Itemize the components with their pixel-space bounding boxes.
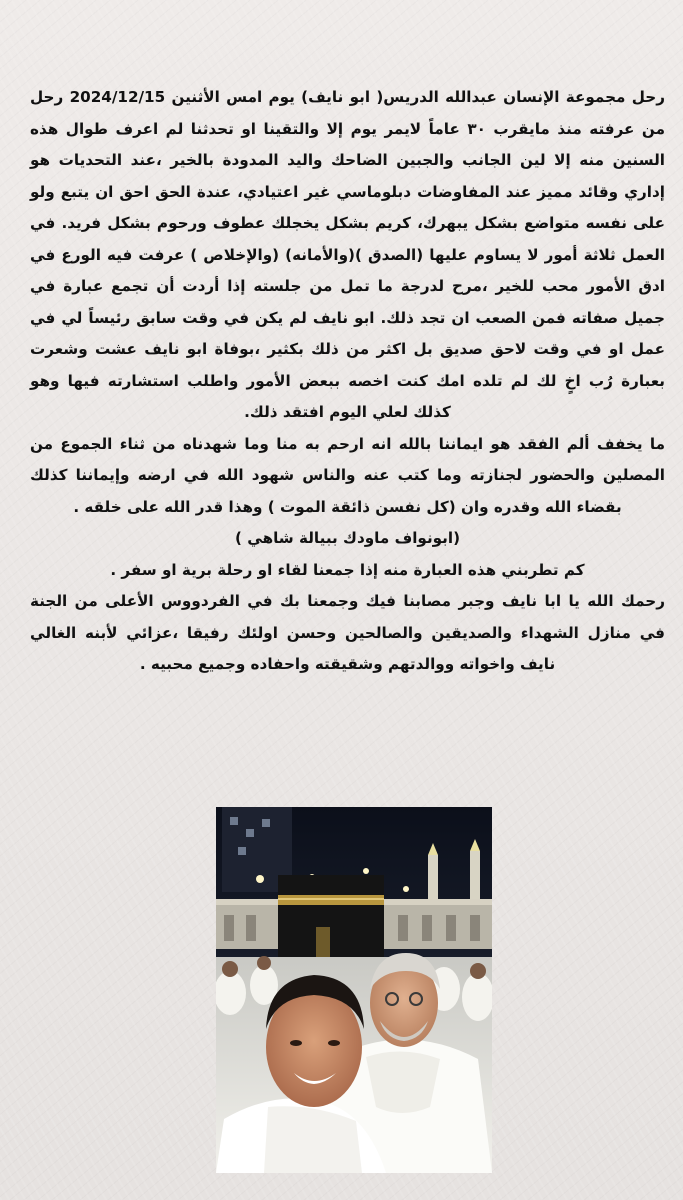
paragraph-eulogy: رحل مجموعة الإنسان عبدالله الدريس( ابو نايف) يوم امس الأثنين 2024/12/15 رحل من عرفته منذ مايقرب ٣٠ عاماً لايمر يوم إلا والتقينا او تحدثنا لم اعرف طوال هذه السنين منه إلا لين الجانب والجبين الضاحك واليد المدودة بالخير ،عند التحديات هو إداري وقائد مميز عند المفاوضات دبلوماسي غير اعتيادي، عندة الحق احق ان يتبع ولو على نفسه متواضع بشكل يبهرك، كريم بشكل يخجلك عطوف ورحوم بشكل فريد. في العمل ثلاثة أمور لا يساوم عليها (الصدق )(والأمانه) (والإخلاص ) عرفت فيه الورع في ادق الأمور محب للخير ،مرح لدرجة ما تمل من جلسته إذا أردت أن تجمع عبارة في جميل صفاته فمن الصعب ان تجد ذلك. ابو نايف لم يكن في وقت سابق رئيساً لي في عمل او في وقت لاحق صديق بل اكثر من ذلك بكثير ،بوفاة ابو نايف عشت وشعرت بعبارة رُب اخٍ لك لم تلده امك كنت اخصه ببعض الأمور واطلب استشارته فيها وهو كذلك لعلي اليوم افتقد ذلك. (30, 88, 665, 421)
paragraph-prayer: رحمك الله يا ابا نايف وجبر مصابنا فيك وجمعنا بك في الفردووس الأعلى من الجنة في منازل الشهداء والصديقين والصالحين وحسن اولئك رفيقا ،عزائي لأبنه الغالي نايف واخواته ووالدتهم وشقيقته واحفاده وجميع محبيه . (30, 592, 665, 673)
paragraph-consolation: ما يخفف ألم الفقد هو ايماننا بالله انه ارحم به منا وما شهدناه من ثناء الجموع من المصلين والحضور لجنازته وما كتب عنه والناس شهود الله في ارضه وإيماننا كذلك بقضاء الله وقدره وان (كل نفسن ذائقة الموت ) وهذا قدر الله على خلقه . (30, 434, 665, 516)
quote-line: (ابونواف ماودك ببيالة شاهي ) (234, 529, 461, 547)
post-text (30, 82, 665, 681)
photo-kaaba-selfie (216, 807, 492, 1173)
paragraph-memory: كم تطربني هذه العبارة منه إذا جمعنا لقاء او رحلة برية او سفر . (110, 560, 585, 579)
photo-illustration (216, 807, 492, 1173)
